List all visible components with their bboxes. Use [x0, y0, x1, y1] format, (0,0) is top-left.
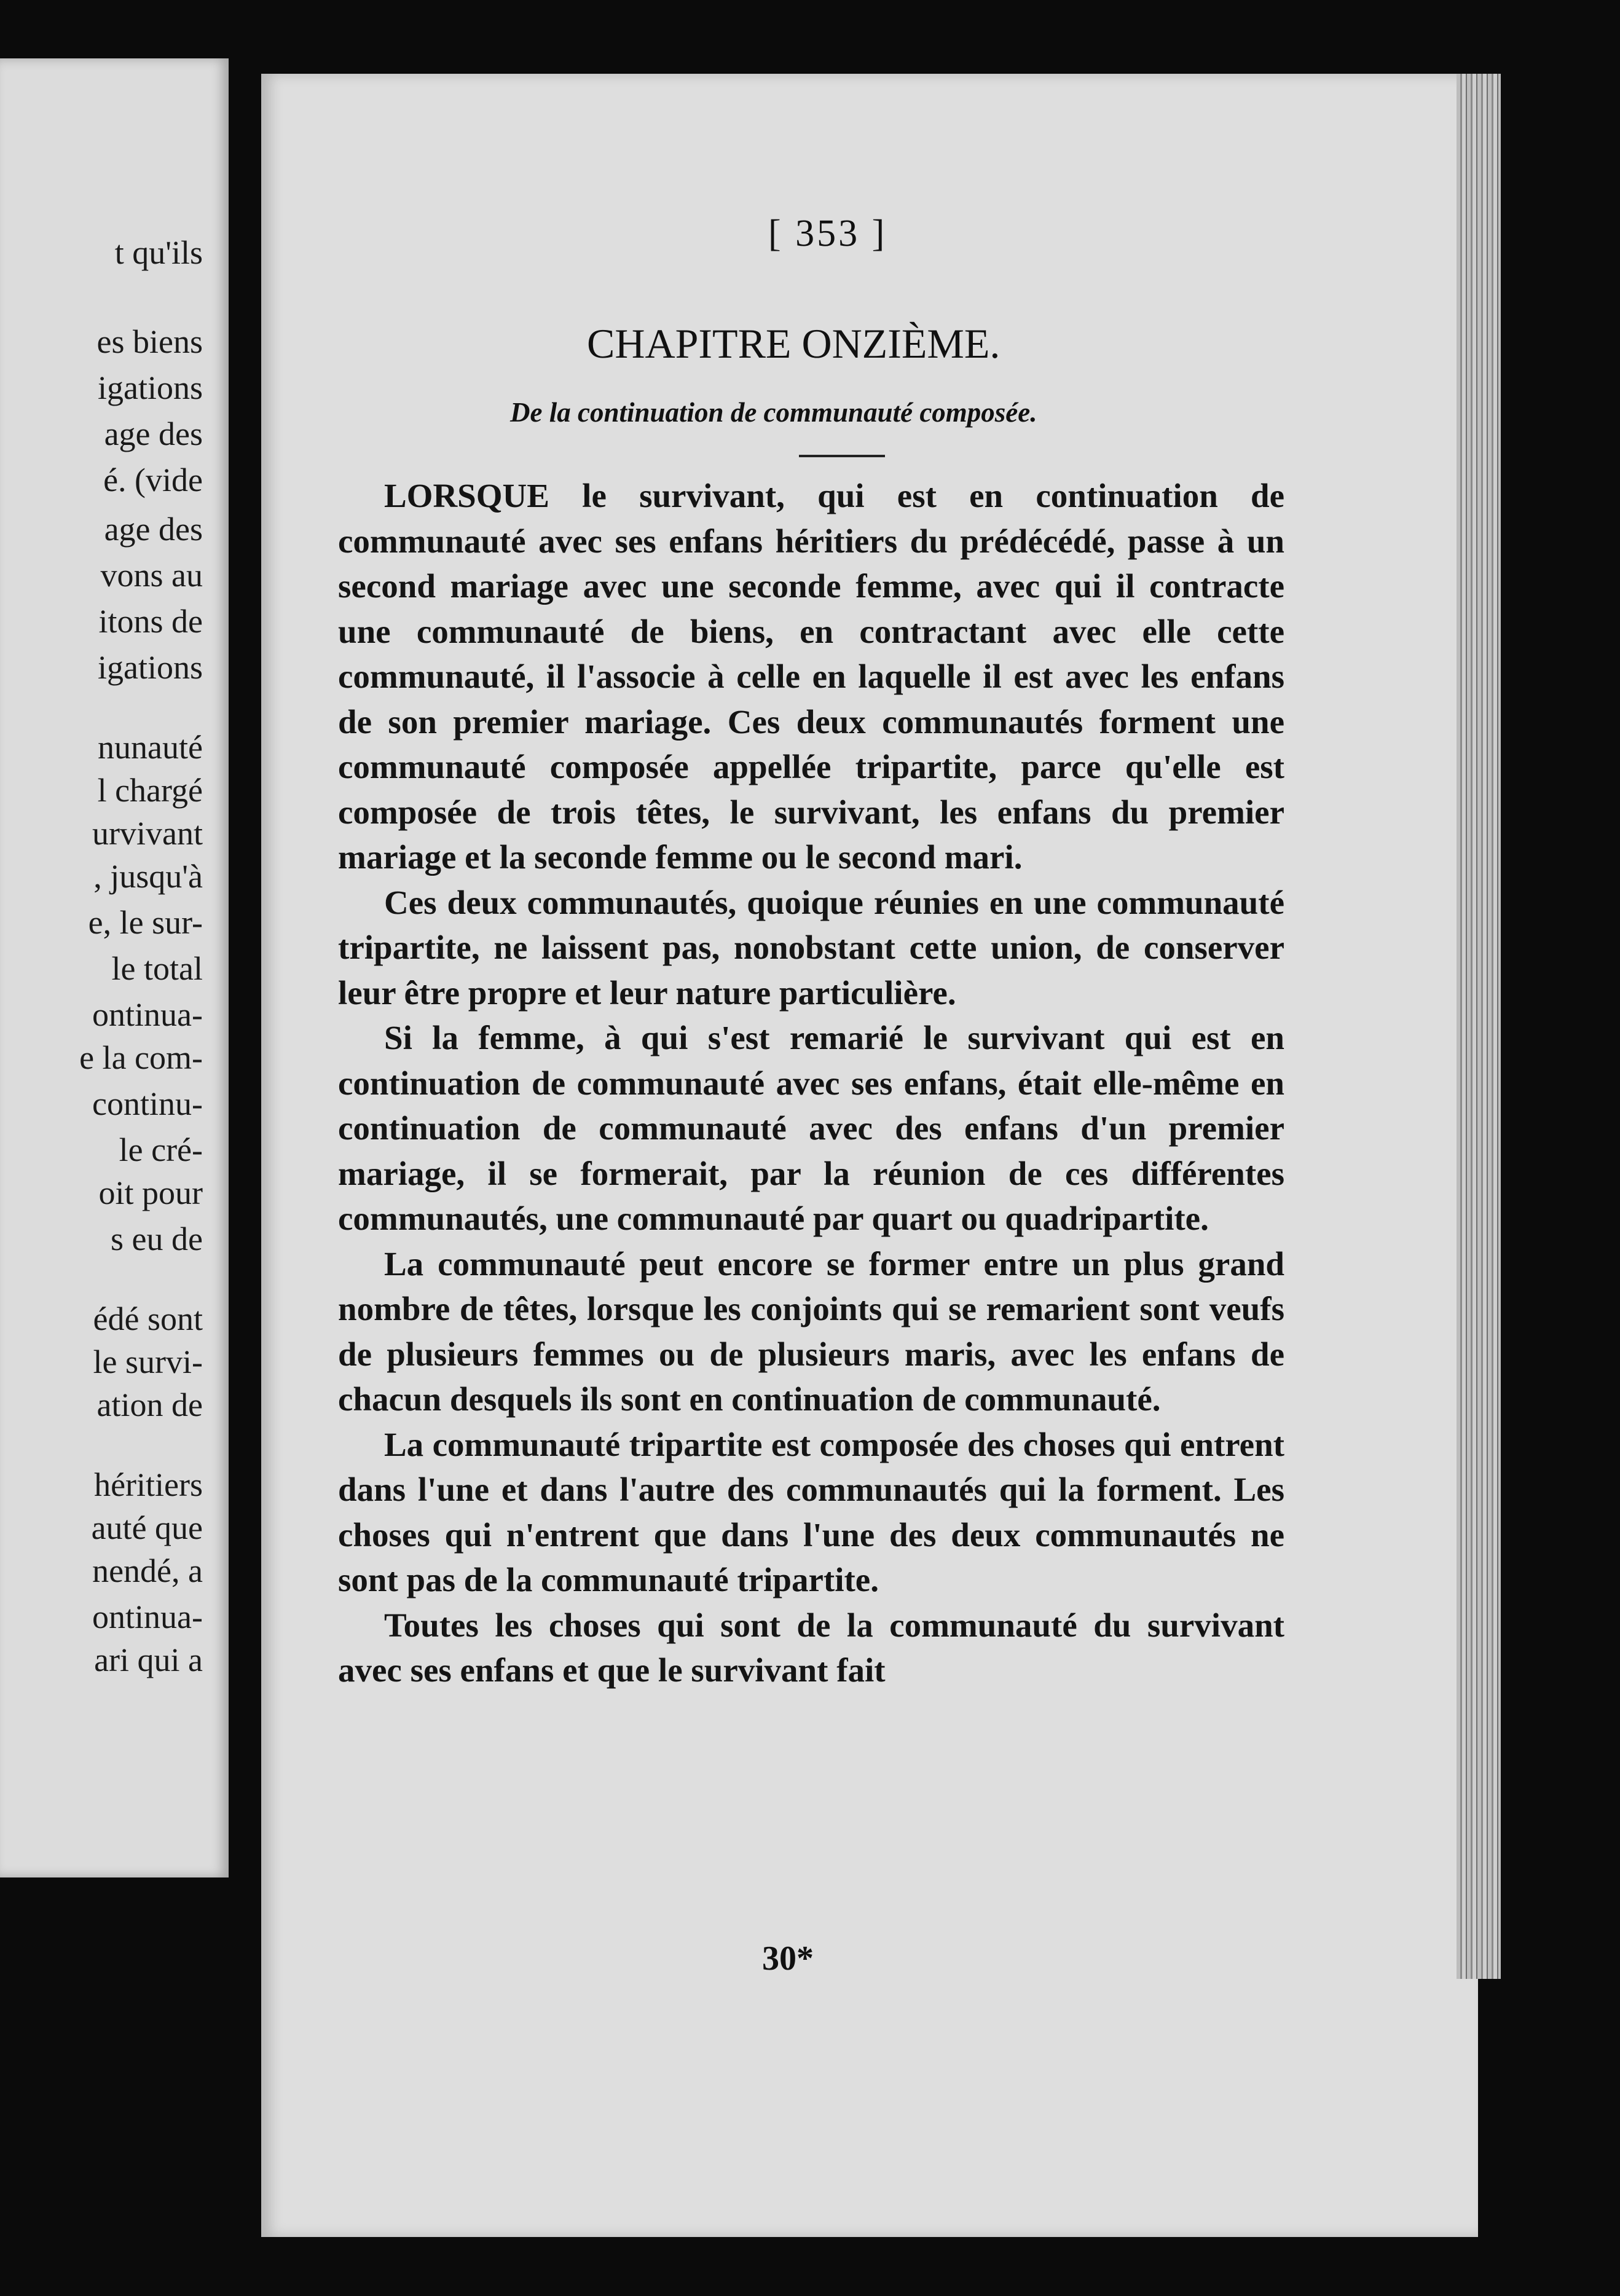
left-page-line: nunauté	[98, 729, 203, 766]
left-page-line: es biens	[96, 323, 203, 360]
left-page-line: ontinua-	[92, 1598, 203, 1635]
left-page-line: le total	[111, 950, 203, 987]
left-page-line: age des	[104, 415, 203, 452]
left-page-line: nendé, a	[92, 1552, 203, 1589]
paragraph: Toutes les choses qui sont de la communauté du survivant avec ses enfans et que le survivant fait	[338, 1606, 1284, 1689]
chapter-subtitle: De la continuation de communauté composée.	[510, 397, 1037, 428]
left-page-line: édé sont	[93, 1300, 203, 1337]
page-number: [ 353 ]	[768, 213, 887, 254]
left-page-line: , jusqu'à	[93, 858, 203, 895]
chapter-title: CHAPITRE ONZIÈME.	[587, 320, 1001, 367]
left-page-line: continu-	[92, 1085, 203, 1122]
left-page-line: auté que	[91, 1509, 203, 1546]
left-page-line: e la com-	[79, 1039, 203, 1076]
paragraph: La communauté tripartite est composée des choses qui entrent dans l'une et dans l'autre des communautés qui la forment. Les choses qui n'entrent que dans l'une des deux communautés ne sont pas de la communauté tripartite.	[338, 1425, 1284, 1598]
paragraph: LORSQUE le survivant, qui est en continuation de communauté avec ses enfans héritiers du prédécédé, passe à un second mariage avec une seconde femme, avec qui il contracte une communauté de biens, en contractant avec elle cette communauté, il l'associe à celle en laquelle il est avec les enfans de son premier mariage. Ces deux communautés forment une communauté composée appellée tripartite, parce qu'elle est composée de trois têtes, le survivant, les enfans du premier mariage et la seconde femme ou le second mari.	[338, 477, 1284, 876]
body-text	[338, 473, 1284, 1693]
left-page-line: é. (vide	[103, 462, 203, 498]
left-page-fragment	[0, 58, 229, 1877]
left-page-line: igations	[98, 369, 203, 406]
left-page-line: le survi-	[93, 1343, 203, 1380]
page-edge	[1457, 74, 1501, 1979]
signature-mark: 30*	[762, 1940, 814, 1978]
left-page-line: ontinua-	[92, 996, 203, 1033]
left-page-line: e, le sur-	[88, 904, 203, 941]
left-page-line: l chargé	[97, 772, 203, 809]
left-page-line: t qu'ils	[114, 234, 203, 271]
left-page-line: oit pour	[98, 1174, 203, 1211]
title-rule	[799, 455, 885, 457]
paragraph: La communauté peut encore se former entre un plus grand nombre de têtes, lorsque les conjoints qui se remarient sont veufs de plusieurs femmes ou de plusieurs maris, avec les enfans de chacun desquels ils sont en continuation de communauté.	[338, 1244, 1284, 1418]
left-page-line: urvivant	[92, 815, 203, 852]
left-page-line: s eu de	[111, 1221, 203, 1257]
left-page-line: vons au	[100, 557, 203, 594]
left-page-line: age des	[104, 511, 203, 548]
paragraph: Ces deux communautés, quoique réunies en une communauté tripartite, ne laissent pas, nonobstant cette union, de conserver leur être propre et leur nature particulière.	[338, 883, 1284, 1012]
left-page-line: le cré-	[119, 1131, 203, 1168]
paragraph: Si la femme, à qui s'est remarié le survivant qui est en continuation de communauté avec ses enfans, était elle-même en continuation de communauté avec des enfans d'un premier mariage, il se formerait, par la réunion de ces différentes communautés, une communauté par quart ou quadripartite.	[338, 1019, 1284, 1237]
left-page-line: itons de	[98, 603, 203, 640]
left-page-line: héritiers	[94, 1466, 203, 1503]
left-page-line: ation de	[96, 1386, 203, 1423]
left-page-line: igations	[98, 649, 203, 686]
left-page-line: ari qui a	[94, 1641, 203, 1678]
